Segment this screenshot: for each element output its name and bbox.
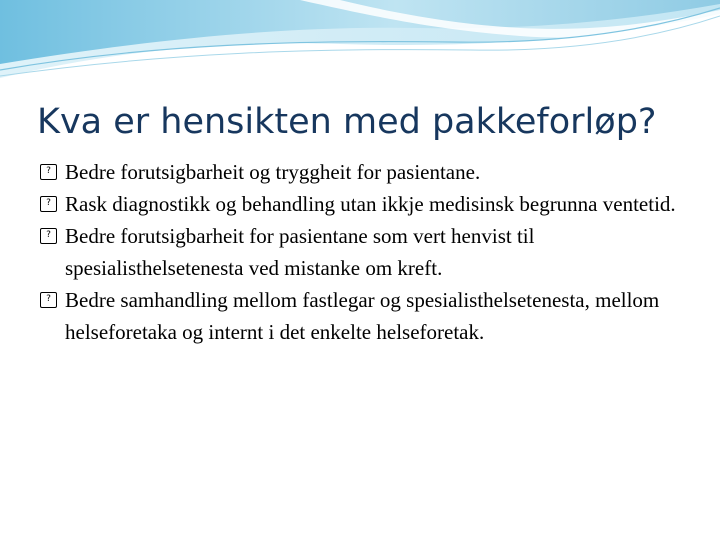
bullet-item [40,220,690,284]
bullet-item [40,188,690,220]
missing-glyph-bullet-icon: ? [40,292,57,308]
bullet-text: Bedre forutsigbarheit for pasientane som vert henvist til spesialisthelsetenesta ved mistanke om kreft. [65,224,535,280]
slide-title: Kva er hensikten med pakkeforløp? [37,102,657,142]
wave-header-decoration [0,0,720,90]
bullet-text: Rask diagnostikk og behandling utan ikkje medisinsk begrunna ventetid. [65,192,676,216]
missing-glyph-bullet-icon: ? [40,164,57,180]
bullet-item [40,284,690,348]
bullet-item [40,156,690,188]
missing-glyph-bullet-icon: ? [40,228,57,244]
bullet-text: Bedre samhandling mellom fastlegar og spesialisthelsetenesta, mellom helseforetaka og internt i det enkelte helseforetak. [65,288,660,344]
bullet-list [40,156,690,348]
bullet-text: Bedre forutsigbarheit og tryggheit for pasientane. [65,160,481,184]
missing-glyph-bullet-icon: ? [40,196,57,212]
